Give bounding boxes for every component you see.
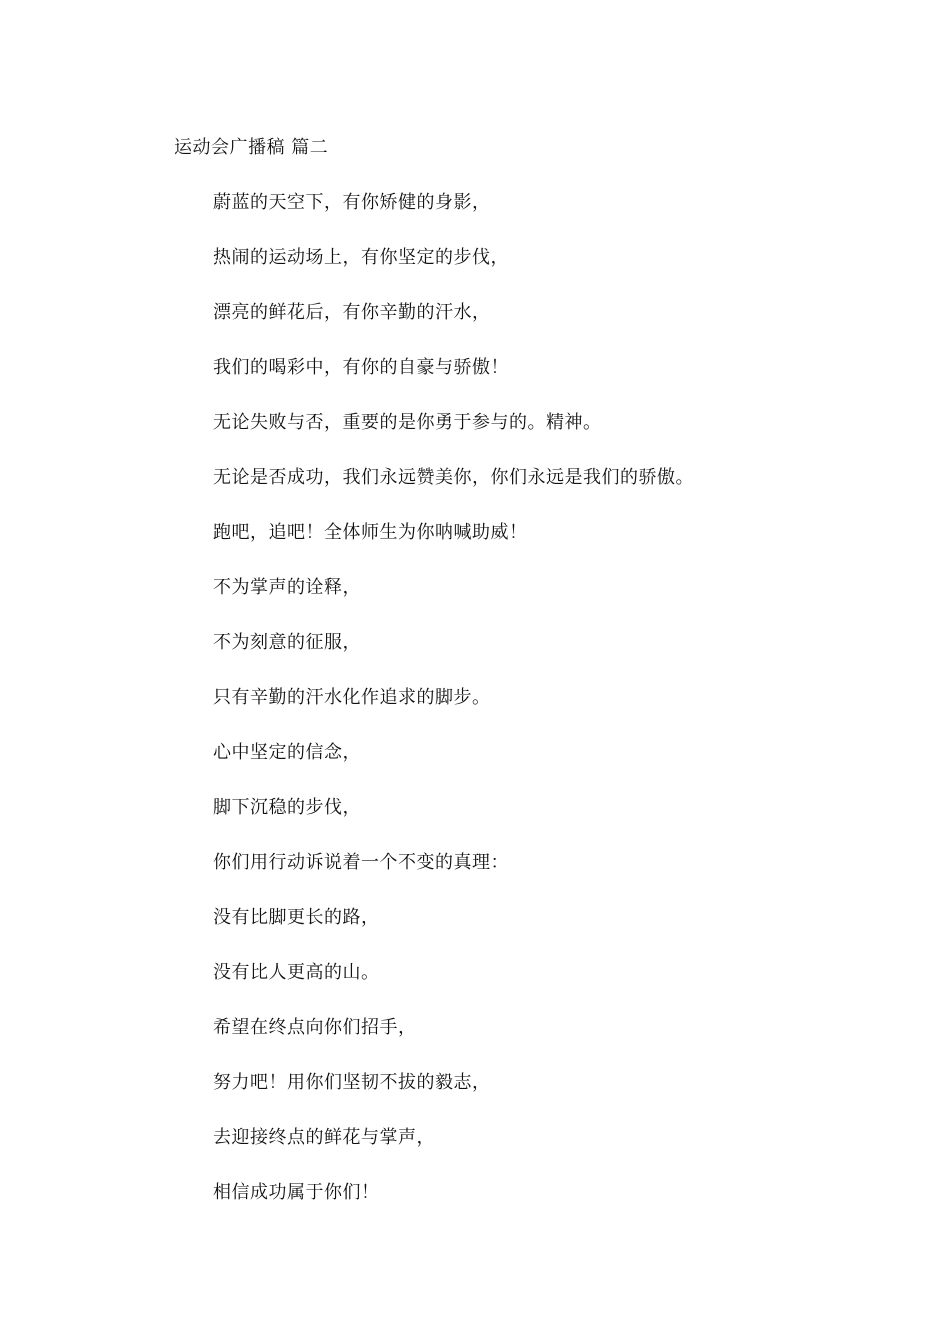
- poem-line: 去迎接终点的鲜花与掌声，: [213, 1127, 435, 1148]
- poem-line: 无论失败与否，重要的是你勇于参与的。精神。: [213, 412, 602, 433]
- poem-line: 你们用行动诉说着一个不变的真理：: [213, 852, 509, 873]
- poem-body: [213, 191, 694, 1236]
- document-title: 运动会广播稿 篇二: [174, 137, 329, 158]
- poem-line: 没有比人更高的山。: [213, 962, 380, 983]
- poem-line: 努力吧！用你们坚韧不拔的毅志，: [213, 1072, 491, 1093]
- poem-line: 蔚蓝的天空下，有你矫健的身影，: [213, 192, 491, 213]
- poem-line: 跑吧，追吧！全体师生为你呐喊助威！: [213, 522, 528, 543]
- poem-line: 我们的喝彩中，有你的自豪与骄傲！: [213, 357, 509, 378]
- poem-line: 热闹的运动场上，有你坚定的步伐，: [213, 247, 509, 268]
- poem-line: 只有辛勤的汗水化作追求的脚步。: [213, 687, 491, 708]
- poem-line: 不为掌声的诠释，: [213, 577, 361, 598]
- poem-line: 希望在终点向你们招手，: [213, 1017, 417, 1038]
- poem-line: 不为刻意的征服，: [213, 632, 361, 653]
- poem-line: 相信成功属于你们！: [213, 1182, 380, 1203]
- poem-line: 心中坚定的信念，: [213, 742, 361, 763]
- poem-line: 漂亮的鲜花后，有你辛勤的汗水，: [213, 302, 491, 323]
- poem-line: 脚下沉稳的步伐，: [213, 797, 361, 818]
- poem-line: 没有比脚更长的路，: [213, 907, 380, 928]
- poem-line: 无论是否成功，我们永远赞美你，你们永远是我们的骄傲。: [213, 467, 694, 488]
